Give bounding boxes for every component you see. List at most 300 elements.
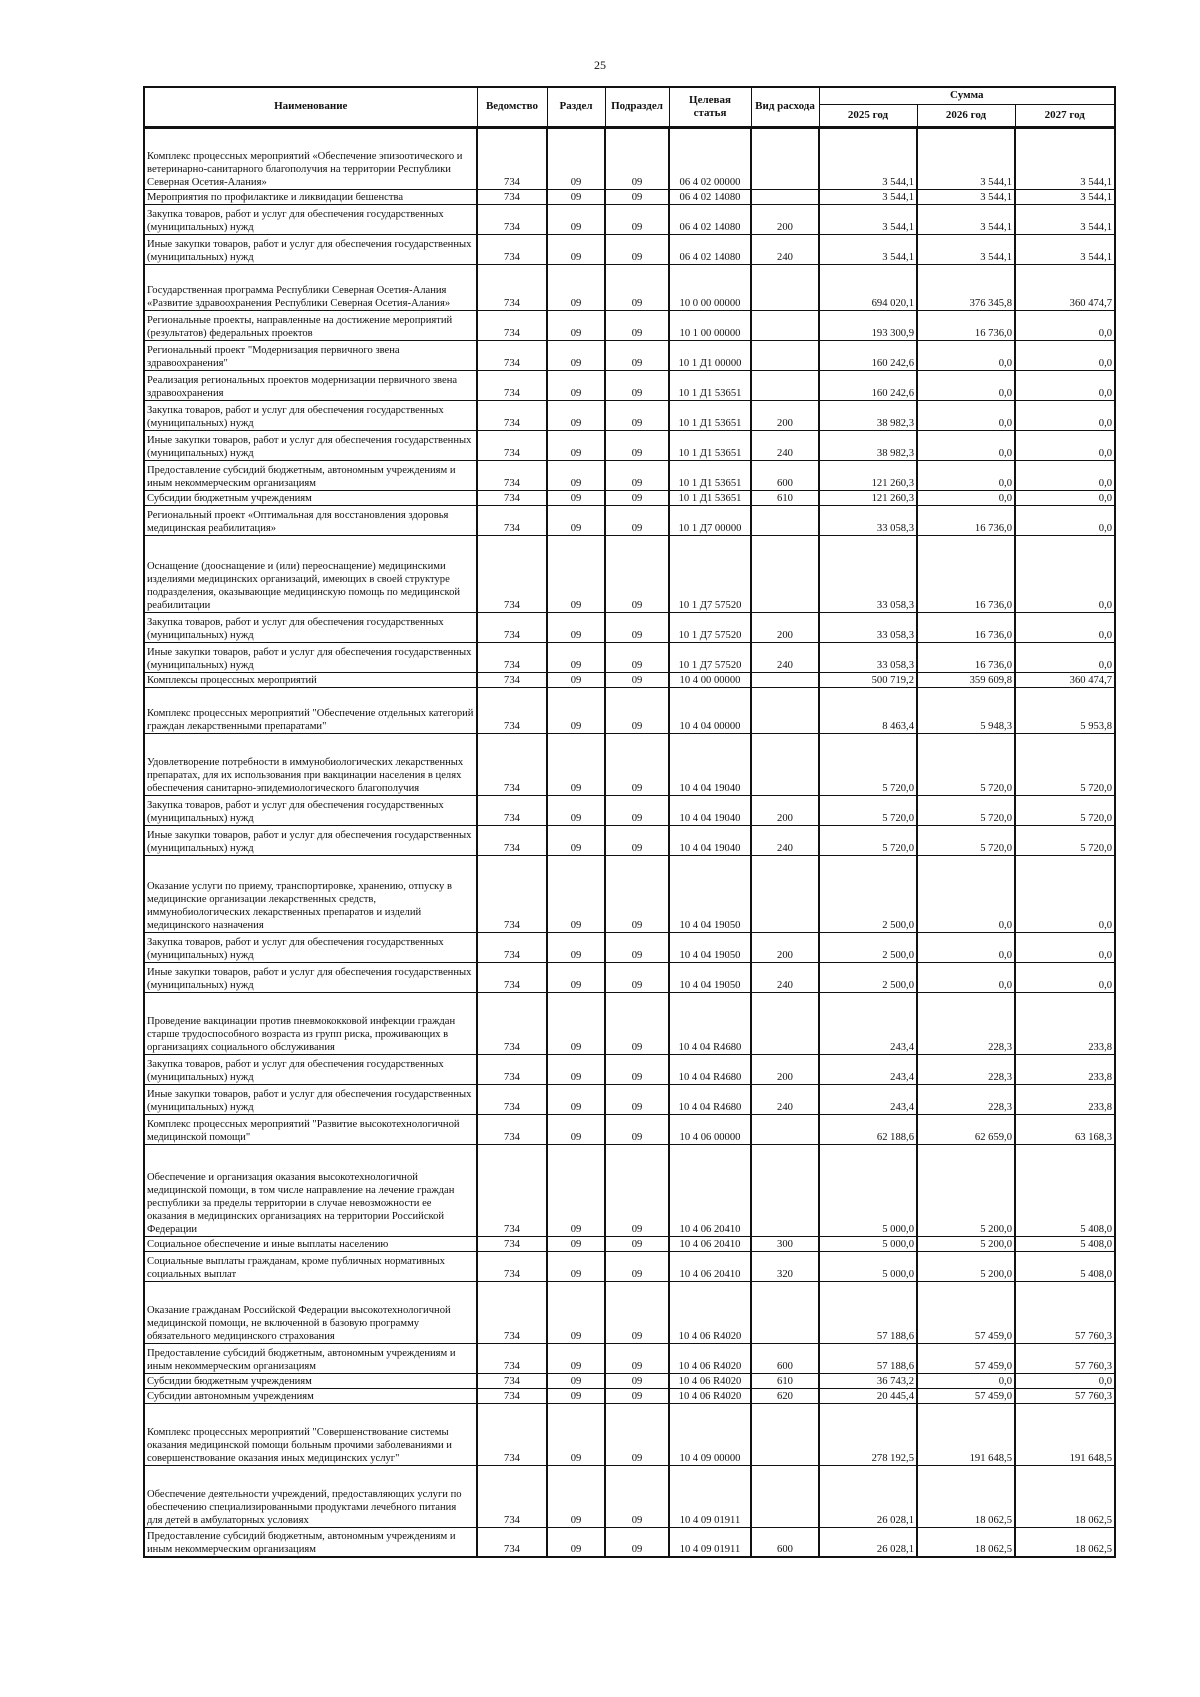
row-expense-type-cell: [751, 1114, 819, 1144]
table-row: [144, 1527, 1115, 1557]
row-name-cell: Оказание гражданам Российской Федерации высокотехнологичной медицинской помощи, не включенной в базовую программу обязательного медицинского страхования: [144, 1281, 477, 1343]
row-subsection-cell: 09: [605, 1114, 669, 1144]
row-name-cell: Проведение вакцинации против пневмококковой инфекции граждан старше трудоспособного возраста из групп риска, проживающих в организациях социального обслуживания: [144, 992, 477, 1054]
table-row: [144, 1403, 1115, 1465]
table-row: [144, 310, 1115, 340]
row-2026-cell: 0,0: [917, 1373, 1015, 1388]
table-row: [144, 855, 1115, 932]
row-expense-type-cell: 240: [751, 1084, 819, 1114]
row-department-cell: 734: [477, 1236, 547, 1251]
row-2026-cell: 5 720,0: [917, 795, 1015, 825]
row-2025-cell: 3 544,1: [819, 127, 917, 189]
row-section-cell: 09: [547, 962, 605, 992]
row-subsection-cell: 09: [605, 1054, 669, 1084]
row-2027-cell: 0,0: [1015, 505, 1115, 535]
header-name: Наименование: [144, 87, 477, 127]
row-2025-cell: 3 544,1: [819, 189, 917, 204]
row-expense-type-cell: [751, 189, 819, 204]
row-name-cell: Мероприятия по профилактике и ликвидации бешенства: [144, 189, 477, 204]
row-2026-cell: 0,0: [917, 370, 1015, 400]
row-2025-cell: 5 000,0: [819, 1251, 917, 1281]
row-name-cell: Региональный проект «Оптимальная для восстановления здоровья медицинская реабилитация»: [144, 505, 477, 535]
row-2025-cell: 5 720,0: [819, 825, 917, 855]
row-2027-cell: 0,0: [1015, 430, 1115, 460]
row-2027-cell: 57 760,3: [1015, 1343, 1115, 1373]
row-target-cell: 06 4 02 14080: [669, 189, 751, 204]
row-2027-cell: 5 953,8: [1015, 687, 1115, 733]
row-2027-cell: 5 408,0: [1015, 1144, 1115, 1236]
row-2027-cell: 3 544,1: [1015, 234, 1115, 264]
row-department-cell: 734: [477, 400, 547, 430]
row-department-cell: 734: [477, 932, 547, 962]
table-row: [144, 612, 1115, 642]
row-subsection-cell: 09: [605, 1343, 669, 1373]
row-target-cell: 10 4 09 00000: [669, 1403, 751, 1465]
row-expense-type-cell: 240: [751, 430, 819, 460]
row-2025-cell: 3 544,1: [819, 204, 917, 234]
table-body: [144, 127, 1115, 1557]
row-2025-cell: 243,4: [819, 1054, 917, 1084]
row-expense-type-cell: 240: [751, 825, 819, 855]
row-2025-cell: 2 500,0: [819, 962, 917, 992]
row-target-cell: 10 0 00 00000: [669, 264, 751, 310]
row-2026-cell: 16 736,0: [917, 505, 1015, 535]
row-name-cell: Комплекс процессных мероприятий "Обеспечение отдельных категорий граждан лекарственными препаратами": [144, 687, 477, 733]
row-2025-cell: 694 020,1: [819, 264, 917, 310]
row-expense-type-cell: 610: [751, 1373, 819, 1388]
row-expense-type-cell: 600: [751, 460, 819, 490]
row-2026-cell: 228,3: [917, 1084, 1015, 1114]
row-target-cell: 10 4 04 19050: [669, 962, 751, 992]
row-2026-cell: 5 720,0: [917, 733, 1015, 795]
row-2025-cell: 57 188,6: [819, 1281, 917, 1343]
row-expense-type-cell: 200: [751, 612, 819, 642]
row-expense-type-cell: [751, 992, 819, 1054]
row-section-cell: 09: [547, 1373, 605, 1388]
row-department-cell: 734: [477, 1114, 547, 1144]
table-row: [144, 1465, 1115, 1527]
row-subsection-cell: 09: [605, 962, 669, 992]
row-name-cell: Предоставление субсидий бюджетным, автономным учреждениям и иным некоммерческим организациям: [144, 1343, 477, 1373]
row-2027-cell: 5 720,0: [1015, 795, 1115, 825]
row-2025-cell: 5 000,0: [819, 1236, 917, 1251]
row-2026-cell: 5 948,3: [917, 687, 1015, 733]
row-section-cell: 09: [547, 1236, 605, 1251]
row-2026-cell: 16 736,0: [917, 642, 1015, 672]
table-row: [144, 672, 1115, 687]
row-department-cell: 734: [477, 733, 547, 795]
row-2025-cell: 5 720,0: [819, 733, 917, 795]
row-subsection-cell: 09: [605, 127, 669, 189]
row-2025-cell: 36 743,2: [819, 1373, 917, 1388]
row-target-cell: 10 4 06 20410: [669, 1144, 751, 1236]
row-2025-cell: 26 028,1: [819, 1527, 917, 1557]
row-section-cell: 09: [547, 795, 605, 825]
row-target-cell: 10 4 09 01911: [669, 1527, 751, 1557]
row-target-cell: 10 4 04 19050: [669, 932, 751, 962]
row-target-cell: 10 1 Д1 53651: [669, 430, 751, 460]
row-2027-cell: 0,0: [1015, 340, 1115, 370]
row-expense-type-cell: [751, 310, 819, 340]
row-department-cell: 734: [477, 204, 547, 234]
header-year-2027: 2027 год: [1015, 104, 1115, 127]
row-expense-type-cell: [751, 505, 819, 535]
row-expense-type-cell: [751, 687, 819, 733]
row-2025-cell: 3 544,1: [819, 234, 917, 264]
row-expense-type-cell: 240: [751, 234, 819, 264]
row-target-cell: 10 4 04 19050: [669, 855, 751, 932]
row-2026-cell: 16 736,0: [917, 535, 1015, 612]
row-name-cell: Закупка товаров, работ и услуг для обеспечения государственных (муниципальных) нужд: [144, 932, 477, 962]
row-subsection-cell: 09: [605, 370, 669, 400]
table-row: [144, 825, 1115, 855]
row-department-cell: 734: [477, 1281, 547, 1343]
table-row: [144, 340, 1115, 370]
row-2026-cell: 191 648,5: [917, 1403, 1015, 1465]
row-2027-cell: 233,8: [1015, 1084, 1115, 1114]
table-row: [144, 642, 1115, 672]
row-2027-cell: 5 720,0: [1015, 733, 1115, 795]
row-2026-cell: 3 544,1: [917, 204, 1015, 234]
row-target-cell: 10 4 06 R4020: [669, 1373, 751, 1388]
row-department-cell: 734: [477, 310, 547, 340]
row-department-cell: 734: [477, 855, 547, 932]
table-row: [144, 795, 1115, 825]
table-row: [144, 400, 1115, 430]
row-subsection-cell: 09: [605, 612, 669, 642]
row-target-cell: 10 4 06 20410: [669, 1236, 751, 1251]
row-subsection-cell: 09: [605, 234, 669, 264]
row-subsection-cell: 09: [605, 1373, 669, 1388]
row-department-cell: 734: [477, 127, 547, 189]
row-name-cell: Комплекс процессных мероприятий "Развитие высокотехнологичной медицинской помощи": [144, 1114, 477, 1144]
row-expense-type-cell: [751, 733, 819, 795]
row-2026-cell: 3 544,1: [917, 234, 1015, 264]
row-expense-type-cell: 300: [751, 1236, 819, 1251]
row-name-cell: Обеспечение и организация оказания высокотехнологичной медицинской помощи, в том числе направление на лечение граждан республики за пределы территории в случае невозможности ее оказания в медицинских организациях на территории Российской Федерации: [144, 1144, 477, 1236]
row-department-cell: 734: [477, 962, 547, 992]
row-department-cell: 734: [477, 687, 547, 733]
row-target-cell: 10 4 04 19040: [669, 733, 751, 795]
row-target-cell: 10 1 Д1 53651: [669, 490, 751, 505]
row-section-cell: 09: [547, 430, 605, 460]
row-subsection-cell: 09: [605, 825, 669, 855]
row-target-cell: 10 4 04 00000: [669, 687, 751, 733]
row-expense-type-cell: 320: [751, 1251, 819, 1281]
row-2027-cell: 0,0: [1015, 932, 1115, 962]
header-subsection: Подраздел: [605, 87, 669, 127]
row-section-cell: 09: [547, 234, 605, 264]
row-section-cell: 09: [547, 642, 605, 672]
row-name-cell: Иные закупки товаров, работ и услуг для обеспечения государственных (муниципальных) нужд: [144, 1084, 477, 1114]
row-section-cell: 09: [547, 992, 605, 1054]
row-target-cell: 10 4 00 00000: [669, 672, 751, 687]
row-subsection-cell: 09: [605, 1527, 669, 1557]
row-2025-cell: 121 260,3: [819, 460, 917, 490]
row-2027-cell: 0,0: [1015, 642, 1115, 672]
table-row: [144, 992, 1115, 1054]
row-2025-cell: 33 058,3: [819, 642, 917, 672]
row-2026-cell: 0,0: [917, 490, 1015, 505]
row-section-cell: 09: [547, 1281, 605, 1343]
row-subsection-cell: 09: [605, 400, 669, 430]
row-department-cell: 734: [477, 490, 547, 505]
row-section-cell: 09: [547, 687, 605, 733]
header-department: Ведомство: [477, 87, 547, 127]
row-expense-type-cell: 200: [751, 400, 819, 430]
row-expense-type-cell: [751, 1281, 819, 1343]
row-department-cell: 734: [477, 430, 547, 460]
row-name-cell: Региональный проект "Модернизация первичного звена здравоохранения": [144, 340, 477, 370]
row-2026-cell: 16 736,0: [917, 612, 1015, 642]
row-expense-type-cell: 240: [751, 962, 819, 992]
row-2027-cell: 0,0: [1015, 1373, 1115, 1388]
row-2025-cell: 8 463,4: [819, 687, 917, 733]
row-2025-cell: 243,4: [819, 992, 917, 1054]
row-expense-type-cell: [751, 672, 819, 687]
row-2026-cell: 18 062,5: [917, 1527, 1015, 1557]
row-subsection-cell: 09: [605, 672, 669, 687]
row-2027-cell: 0,0: [1015, 535, 1115, 612]
row-2027-cell: 0,0: [1015, 855, 1115, 932]
row-2027-cell: 0,0: [1015, 460, 1115, 490]
row-name-cell: Закупка товаров, работ и услуг для обеспечения государственных (муниципальных) нужд: [144, 204, 477, 234]
row-expense-type-cell: [751, 264, 819, 310]
row-department-cell: 734: [477, 234, 547, 264]
header-expense-type: Вид расхода: [751, 87, 819, 127]
row-2027-cell: 18 062,5: [1015, 1527, 1115, 1557]
table-row: [144, 1084, 1115, 1114]
row-section-cell: 09: [547, 672, 605, 687]
row-2027-cell: 360 474,7: [1015, 264, 1115, 310]
row-2027-cell: 0,0: [1015, 490, 1115, 505]
row-expense-type-cell: 600: [751, 1343, 819, 1373]
row-department-cell: 734: [477, 795, 547, 825]
header-year-2025: 2025 год: [819, 104, 917, 127]
row-section-cell: 09: [547, 1403, 605, 1465]
row-name-cell: Иные закупки товаров, работ и услуг для обеспечения государственных (муниципальных) нужд: [144, 962, 477, 992]
row-expense-type-cell: 200: [751, 795, 819, 825]
row-expense-type-cell: [751, 127, 819, 189]
row-department-cell: 734: [477, 1465, 547, 1527]
page-number: 25: [594, 58, 606, 72]
row-section-cell: 09: [547, 733, 605, 795]
row-target-cell: 10 4 06 00000: [669, 1114, 751, 1144]
row-2027-cell: 0,0: [1015, 612, 1115, 642]
row-2026-cell: 0,0: [917, 340, 1015, 370]
row-department-cell: 734: [477, 1527, 547, 1557]
row-subsection-cell: 09: [605, 204, 669, 234]
row-2027-cell: 233,8: [1015, 1054, 1115, 1084]
row-2027-cell: 3 544,1: [1015, 189, 1115, 204]
row-target-cell: 10 1 Д1 00000: [669, 340, 751, 370]
row-target-cell: 10 4 04 R4680: [669, 1084, 751, 1114]
row-2027-cell: 63 168,3: [1015, 1114, 1115, 1144]
row-2027-cell: 5 408,0: [1015, 1236, 1115, 1251]
row-name-cell: Региональные проекты, направленные на достижение мероприятий (результатов) федеральных проектов: [144, 310, 477, 340]
row-subsection-cell: 09: [605, 340, 669, 370]
table-row: [144, 1144, 1115, 1236]
row-2026-cell: 3 544,1: [917, 189, 1015, 204]
row-2027-cell: 57 760,3: [1015, 1388, 1115, 1403]
row-department-cell: 734: [477, 642, 547, 672]
row-2025-cell: 38 982,3: [819, 430, 917, 460]
row-target-cell: 10 1 Д1 53651: [669, 400, 751, 430]
row-section-cell: 09: [547, 932, 605, 962]
row-target-cell: 10 4 04 R4680: [669, 1054, 751, 1084]
row-2025-cell: 500 719,2: [819, 672, 917, 687]
row-section-cell: 09: [547, 855, 605, 932]
row-section-cell: 09: [547, 825, 605, 855]
row-2026-cell: 0,0: [917, 932, 1015, 962]
row-name-cell: Закупка товаров, работ и услуг для обеспечения государственных (муниципальных) нужд: [144, 795, 477, 825]
row-2026-cell: 5 200,0: [917, 1144, 1015, 1236]
row-2025-cell: 160 242,6: [819, 340, 917, 370]
row-2026-cell: 57 459,0: [917, 1343, 1015, 1373]
row-subsection-cell: 09: [605, 460, 669, 490]
row-section-cell: 09: [547, 460, 605, 490]
table-row: [144, 430, 1115, 460]
row-section-cell: 09: [547, 1084, 605, 1114]
row-name-cell: Удовлетворение потребности в иммунобиологических лекарственных препаратах, для их использования при вакцинации населения в целях обеспечения санитарно-эпидемиологического благополучия: [144, 733, 477, 795]
row-department-cell: 734: [477, 535, 547, 612]
row-name-cell: Закупка товаров, работ и услуг для обеспечения государственных (муниципальных) нужд: [144, 612, 477, 642]
row-2026-cell: 376 345,8: [917, 264, 1015, 310]
row-2027-cell: 18 062,5: [1015, 1465, 1115, 1527]
row-expense-type-cell: [751, 340, 819, 370]
header-year-2026: 2026 год: [917, 104, 1015, 127]
row-target-cell: 10 1 Д7 57520: [669, 612, 751, 642]
row-section-cell: 09: [547, 1465, 605, 1527]
row-name-cell: Закупка товаров, работ и услуг для обеспечения государственных (муниципальных) нужд: [144, 400, 477, 430]
row-2026-cell: 0,0: [917, 855, 1015, 932]
row-2027-cell: 0,0: [1015, 400, 1115, 430]
row-2025-cell: 160 242,6: [819, 370, 917, 400]
row-section-cell: 09: [547, 1527, 605, 1557]
row-department-cell: 734: [477, 264, 547, 310]
table-row: [144, 962, 1115, 992]
row-subsection-cell: 09: [605, 855, 669, 932]
row-department-cell: 734: [477, 1084, 547, 1114]
row-subsection-cell: 09: [605, 733, 669, 795]
row-section-cell: 09: [547, 1388, 605, 1403]
row-section-cell: 09: [547, 1054, 605, 1084]
row-2027-cell: 57 760,3: [1015, 1281, 1115, 1343]
row-2025-cell: 121 260,3: [819, 490, 917, 505]
table-row: [144, 204, 1115, 234]
row-section-cell: 09: [547, 189, 605, 204]
row-subsection-cell: 09: [605, 1465, 669, 1527]
row-2027-cell: 5 408,0: [1015, 1251, 1115, 1281]
row-2025-cell: 26 028,1: [819, 1465, 917, 1527]
row-name-cell: Комплекс процессных мероприятий "Совершенствование системы оказания медицинской помощи больным прочими заболеваниями и совершенствование оказания иных медицинских услуг": [144, 1403, 477, 1465]
row-section-cell: 09: [547, 127, 605, 189]
row-2025-cell: 5 720,0: [819, 795, 917, 825]
row-section-cell: 09: [547, 1114, 605, 1144]
row-2026-cell: 0,0: [917, 460, 1015, 490]
table-row: [144, 1114, 1115, 1144]
row-expense-type-cell: 200: [751, 1054, 819, 1084]
row-section-cell: 09: [547, 490, 605, 505]
row-name-cell: Реализация региональных проектов модернизации первичного звена здравоохранения: [144, 370, 477, 400]
row-name-cell: Предоставление субсидий бюджетным, автономным учреждениям и иным некоммерческим организациям: [144, 1527, 477, 1557]
row-department-cell: 734: [477, 1251, 547, 1281]
row-target-cell: 06 4 02 00000: [669, 127, 751, 189]
row-target-cell: 10 1 Д1 53651: [669, 460, 751, 490]
row-2026-cell: 5 200,0: [917, 1251, 1015, 1281]
row-department-cell: 734: [477, 825, 547, 855]
row-target-cell: 06 4 02 14080: [669, 234, 751, 264]
row-2025-cell: 20 445,4: [819, 1388, 917, 1403]
row-name-cell: Иные закупки товаров, работ и услуг для обеспечения государственных (муниципальных) нужд: [144, 234, 477, 264]
row-subsection-cell: 09: [605, 189, 669, 204]
row-department-cell: 734: [477, 1054, 547, 1084]
row-section-cell: 09: [547, 1251, 605, 1281]
table-row: [144, 687, 1115, 733]
row-subsection-cell: 09: [605, 310, 669, 340]
row-target-cell: 10 4 04 19040: [669, 795, 751, 825]
row-2026-cell: 5 200,0: [917, 1236, 1015, 1251]
row-expense-type-cell: 200: [751, 204, 819, 234]
row-name-cell: Оказание услуги по приему, транспортировке, хранению, отпуску в медицинские организации лекарственных средств, иммунобиологических лекарственных препаратов и изделий медицинского назначения: [144, 855, 477, 932]
table-header: [144, 87, 1115, 127]
row-section-cell: 09: [547, 505, 605, 535]
row-name-cell: Комплексы процессных мероприятий: [144, 672, 477, 687]
row-subsection-cell: 09: [605, 1084, 669, 1114]
row-target-cell: 10 4 09 01911: [669, 1465, 751, 1527]
row-subsection-cell: 09: [605, 687, 669, 733]
row-2026-cell: 5 720,0: [917, 825, 1015, 855]
row-department-cell: 734: [477, 992, 547, 1054]
row-subsection-cell: 09: [605, 932, 669, 962]
row-name-cell: Иные закупки товаров, работ и услуг для обеспечения государственных (муниципальных) нужд: [144, 642, 477, 672]
row-2027-cell: 191 648,5: [1015, 1403, 1115, 1465]
row-expense-type-cell: 620: [751, 1388, 819, 1403]
row-2026-cell: 0,0: [917, 400, 1015, 430]
row-target-cell: 10 4 04 R4680: [669, 992, 751, 1054]
row-target-cell: 10 1 Д7 00000: [669, 505, 751, 535]
row-expense-type-cell: 610: [751, 490, 819, 505]
row-name-cell: Комплекс процессных мероприятий «Обеспечение эпизоотического и ветеринарно-санитарного благополучия на территории Республики Северная Осетия-Алания»: [144, 127, 477, 189]
table-row: [144, 505, 1115, 535]
row-subsection-cell: 09: [605, 535, 669, 612]
table-row: [144, 1251, 1115, 1281]
table-row: [144, 1388, 1115, 1403]
row-expense-type-cell: 200: [751, 932, 819, 962]
row-target-cell: 10 1 Д7 57520: [669, 535, 751, 612]
table-row: [144, 370, 1115, 400]
row-name-cell: Социальные выплаты гражданам, кроме публичных нормативных социальных выплат: [144, 1251, 477, 1281]
row-2026-cell: 228,3: [917, 992, 1015, 1054]
row-name-cell: Предоставление субсидий бюджетным, автономным учреждениям и иным некоммерческим организациям: [144, 460, 477, 490]
header-target: Целевая статья: [669, 87, 751, 127]
row-section-cell: 09: [547, 612, 605, 642]
row-2025-cell: 2 500,0: [819, 932, 917, 962]
row-2026-cell: 57 459,0: [917, 1388, 1015, 1403]
row-target-cell: 10 1 Д1 53651: [669, 370, 751, 400]
row-subsection-cell: 09: [605, 1144, 669, 1236]
row-target-cell: 10 4 06 20410: [669, 1251, 751, 1281]
row-name-cell: Субсидии бюджетным учреждениям: [144, 1373, 477, 1388]
row-subsection-cell: 09: [605, 795, 669, 825]
row-2026-cell: 359 609,8: [917, 672, 1015, 687]
row-2026-cell: 228,3: [917, 1054, 1015, 1084]
row-name-cell: Иные закупки товаров, работ и услуг для обеспечения государственных (муниципальных) нужд: [144, 430, 477, 460]
row-target-cell: 10 1 00 00000: [669, 310, 751, 340]
row-name-cell: Оснащение (дооснащение и (или) переоснащение) медицинскими изделиями медицинских организаций, имеющих в своей структуре подразделения, оказывающие медицинскую помощь по медицинской реабилитации: [144, 535, 477, 612]
table-row: [144, 1281, 1115, 1343]
row-subsection-cell: 09: [605, 1403, 669, 1465]
